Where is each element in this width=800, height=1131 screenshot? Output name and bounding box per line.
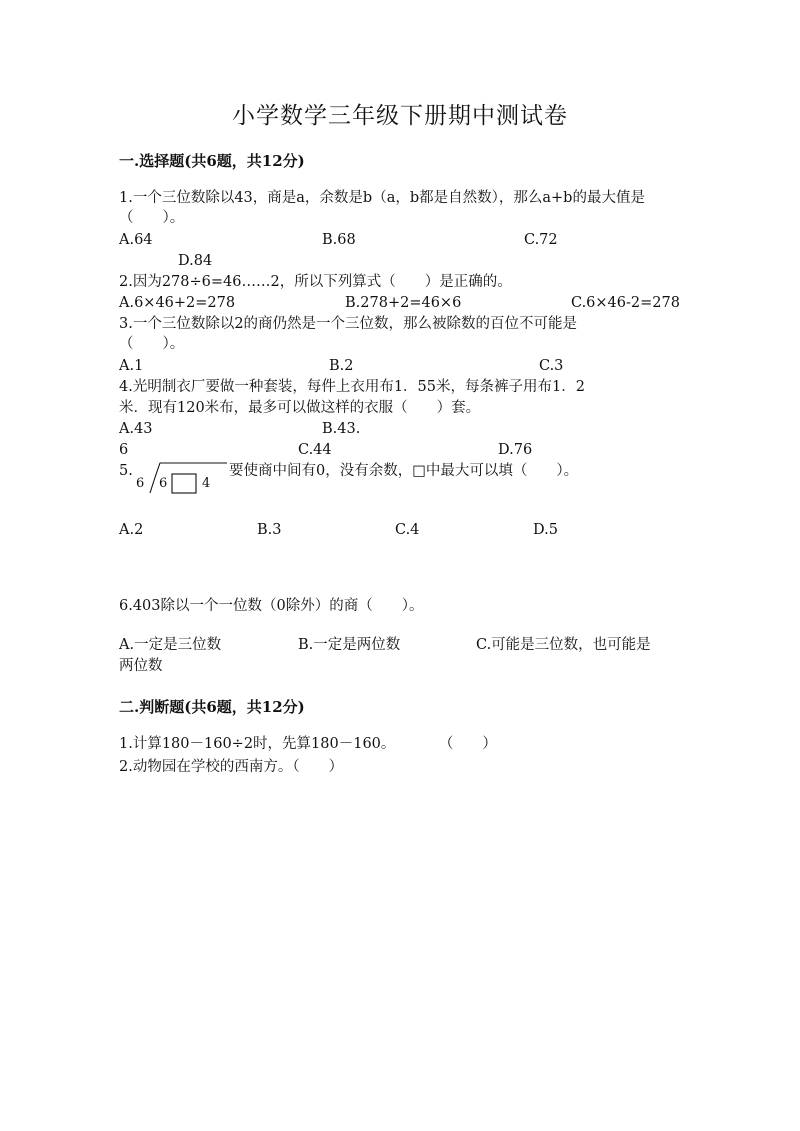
q1-option-d: D.84 xyxy=(178,253,213,269)
q4-option-a: A.43 xyxy=(119,421,153,437)
section-2-heading: 二.判断题(共6题，共12分) xyxy=(119,698,305,716)
q1-option-c: C.72 xyxy=(524,232,558,248)
q4-stem-line1: 4.光明制衣厂要做一种套装，每件上衣用布1．55米，每条裤子用布1．2 xyxy=(119,379,585,395)
q1-option-a: A.64 xyxy=(119,232,153,248)
q2-stem: 2.因为278÷6=46……2，所以下列算式（ ）是正确的。 xyxy=(119,274,512,290)
q2-option-b: B.278+2=46×6 xyxy=(345,295,462,311)
q2-option-c: C.6×46-2=278 xyxy=(571,295,680,311)
q3-stem: 3.一个三位数除以2的商仍然是一个三位数，那么被除数的百位不可能是（ ）。 xyxy=(119,316,578,352)
q4-option-b-cont: 6 xyxy=(119,442,129,458)
long-division-figure xyxy=(136,461,231,495)
q4-option-c: C.44 xyxy=(298,442,332,458)
q5-option-c: C.4 xyxy=(395,522,420,538)
q6-option-c: C.可能是三位数，也可能是 xyxy=(476,637,651,653)
q6-stem: 6.403除以一个一位数（0除外）的商（ ）。 xyxy=(119,598,424,614)
q3-option-a: A.1 xyxy=(119,358,144,374)
q3-option-c: C.3 xyxy=(539,358,564,374)
q1-option-b: B.68 xyxy=(322,232,356,248)
q5-number: 5. xyxy=(119,463,133,479)
q6-option-c-cont: 两位数 xyxy=(119,658,163,674)
page-title: 小学数学三年级下册期中测试卷 xyxy=(232,103,568,129)
q6-option-b: B.一定是两位数 xyxy=(298,637,401,653)
q5-option-a: A.2 xyxy=(119,522,144,538)
dividend-last-digit: 4 xyxy=(202,476,211,491)
s2-q1: 1.计算180－160÷2时，先算180－160。 （ ） xyxy=(119,736,497,752)
q2-option-a: A.6×46+2=278 xyxy=(119,295,236,311)
s2-q2: 2.动物园在学校的西南方。（ ） xyxy=(119,759,344,775)
q5-stem: 要使商中间有0，没有余数，□中最大可以填（ ）。 xyxy=(229,463,579,479)
section-1-heading: 一.选择题(共6题，共12分) xyxy=(119,152,305,170)
q5-option-b: B.3 xyxy=(257,522,282,538)
q4-option-d: D.76 xyxy=(498,442,533,458)
q4-option-b: B.43. xyxy=(322,421,361,437)
q6-option-a: A.一定是三位数 xyxy=(119,637,222,653)
q3-option-b: B.2 xyxy=(329,358,354,374)
q4-stem-line2: 米．现有120米布，最多可以做这样的衣服（ ）套。 xyxy=(119,400,481,416)
blank-box xyxy=(172,474,196,493)
q1-stem: 1.一个三位数除以43，商是a，余数是b（a，b都是自然数），那么a+b的最大值是（ ）。 xyxy=(119,190,645,226)
dividend-first-digit: 6 xyxy=(159,476,168,491)
q5-option-d: D.5 xyxy=(533,522,558,538)
divisor: 6 xyxy=(136,476,145,491)
